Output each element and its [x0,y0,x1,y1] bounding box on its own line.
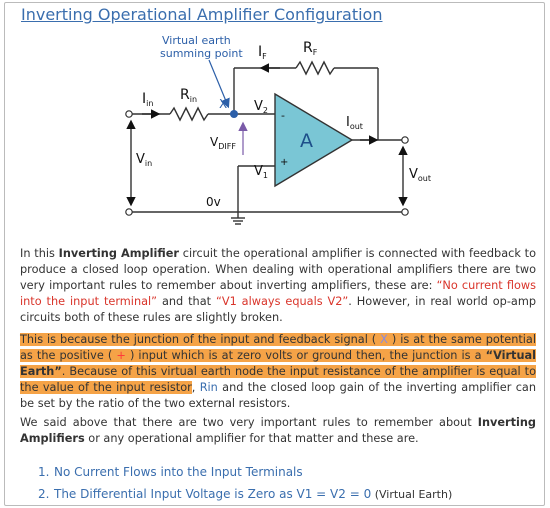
label-vdiff: $V_{DIFF}$ [210,135,236,151]
input-ground-terminal [126,209,132,215]
label-rf: $R_F$ [303,40,318,57]
label-vin: $V_{in}$ [136,152,153,168]
rin-link[interactable]: Rin [199,381,218,394]
list-item: 2. The Differential Input Voltage is Zero as V1 = V2 = 0 (Virtual Earth) [38,487,453,501]
quote-no-current: “No current flows into the input terminal” [20,279,536,308]
label-vout: $V_{out}$ [409,167,432,183]
input-resistor [170,108,208,120]
output-terminal [402,137,408,143]
node-x [230,110,238,118]
label-plus: + [280,157,289,168]
quote-v1-equals-v2: “V1 always equals V2” [215,295,349,308]
article-heading[interactable]: Inverting Operational Amplifier Configuration [21,5,383,24]
label-virtual-earth-1: Virtual earth [162,34,231,47]
label-amp: A [300,130,313,152]
label-iin: $I_{in}$ [142,91,154,108]
paragraph-virtual-earth: This is because the junction of the input and feedback signal ( X ) is at the same potential as the positive ( + ) input which is at zero volts or ground then, the junction is a “Virtual Earth”. Because of this virtual earth node the input resistance of the amplifier is equal to the value of the input resistor, Rin and the closed loop gain of the inverting amplifier can be set by the ratio of the two external resistors. [20,333,536,410]
inverting-amplifier-diagram [0,0,550,240]
output-ground-terminal [402,209,408,215]
label-v1: $V_1$ [254,164,268,180]
label-v2: $V_2$ [254,99,268,115]
label-if: $I_F$ [258,44,267,61]
label-virtual-earth-2: summing point [160,47,243,60]
label-minus: - [281,109,285,122]
label-x-node: X [219,97,228,111]
feedback-resistor [296,62,334,74]
list-item: 1. No Current Flows into the Input Terminals [38,465,303,479]
opamp-triangle [275,94,352,186]
paragraph-intro: In this Inverting Amplifier circuit the operational amplifier is connected with feedback to produce a closed loop operation. When dealing with operational amplifiers there are two very important rules to remember about inverting amplifiers, these are: “No current flows into the input terminal” and that “V1 always equals V2”. However, in real world op-amp circuits both of these rules are slightly broken. [20,247,536,324]
label-zero-v: 0v [206,195,221,209]
label-rin: $R_{in}$ [180,87,198,104]
input-terminal [126,111,132,117]
paragraph-rules-intro: We said above that there are two very important rules to remember about Inverting Amplifiers or any operational amplifier for that matter and these are. [20,416,536,445]
rules-list [38,461,452,506]
label-iout: $I_{out}$ [346,115,363,131]
highlighted-text: This is because the junction of the input and feedback signal ( X ) is at the same potential as the positive ( + ) input which is at zero volts or ground then, the junction is a “Virtual Earth”. Because of this virtual earth node the input resistance of the amplifier is equal to the value of the input resistor [20,333,536,394]
